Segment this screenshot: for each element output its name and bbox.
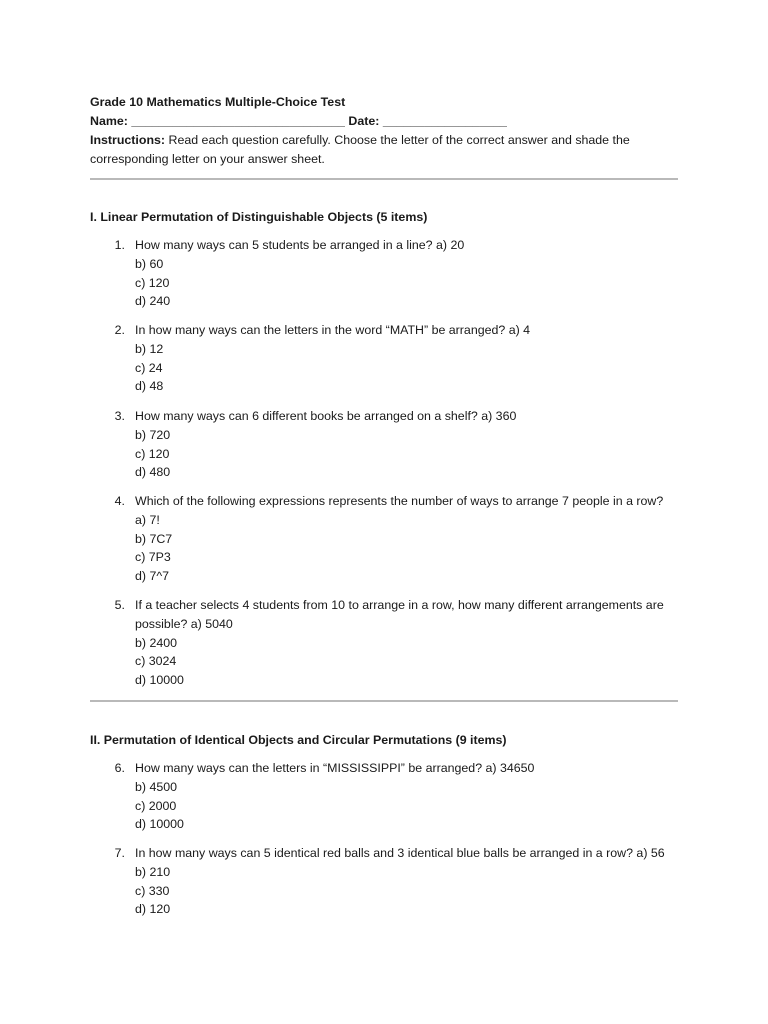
date-blank: __________________ (382, 114, 507, 128)
date-label: Date: (348, 114, 380, 128)
test-header (90, 93, 680, 169)
answer-option-c: c) 120 (135, 446, 170, 461)
answer-option-b: b) 4500 (135, 779, 178, 794)
question-number: 6. (114, 761, 125, 775)
answer-option-c: c) 3024 (135, 654, 177, 669)
answer-option-b: b) 2400 (135, 635, 178, 650)
divider (90, 178, 678, 180)
answer-option-b: b) 60 (135, 256, 164, 271)
question-number: 7. (114, 846, 125, 860)
question-6 (90, 759, 680, 834)
answer-option-b: b) 210 (135, 864, 171, 879)
question-text: How many ways can 6 different books be arranged on a shelf? a) 360 (135, 409, 517, 423)
instructions-label: Instructions: (90, 133, 166, 147)
answer-option-b: b) 12 (135, 341, 164, 356)
answer-option-d: d) 120 (135, 902, 171, 917)
answer-option-d: d) 480 (135, 465, 171, 480)
question-1 (90, 236, 680, 311)
question-4 (90, 492, 680, 586)
question-number: 1. (114, 238, 125, 252)
answer-option-b: b) 720 (135, 427, 171, 442)
instructions (90, 131, 680, 169)
answer-option-a: a) 7! (135, 512, 160, 527)
question-text: If a teacher selects 4 students from 10 to arrange in a row, how many different arrangements are possible? a) 5040 (135, 598, 664, 631)
answer-option-c: c) 120 (135, 275, 170, 290)
section-1-title: I. Linear Permutation of Distinguishable Objects (5 items) (90, 210, 428, 224)
question-text: In how many ways can 5 identical red balls and 3 identical blue balls be arranged in a row? a) 56 (135, 846, 665, 860)
answer-option-c: c) 330 (135, 883, 170, 898)
question-text: Which of the following expressions represents the number of ways to arrange 7 people in a row? (135, 494, 664, 508)
question-number: 5. (114, 598, 125, 612)
name-date-line (90, 112, 680, 131)
answer-option-c: c) 24 (135, 360, 163, 375)
question-number: 4. (114, 494, 125, 508)
question-2 (90, 321, 680, 396)
answer-option-d: d) 7^7 (135, 569, 170, 584)
answer-option-c: c) 2000 (135, 798, 177, 813)
divider (90, 700, 678, 702)
section-2-title: II. Permutation of Identical Objects and Circular Permutations (9 items) (90, 733, 507, 747)
test-title: Grade 10 Mathematics Multiple-Choice Test (90, 95, 346, 109)
answer-option-b: b) 7C7 (135, 531, 173, 546)
question-5 (90, 596, 680, 690)
name-label: Name: (90, 114, 128, 128)
answer-option-d: d) 48 (135, 379, 164, 394)
question-text: How many ways can 5 students be arranged in a line? a) 20 (135, 238, 465, 252)
question-text: In how many ways can the letters in the word “MATH” be arranged? a) 4 (135, 323, 531, 337)
question-number: 3. (114, 409, 125, 423)
question-7 (90, 844, 680, 919)
answer-option-c: c) 7P3 (135, 550, 171, 565)
answer-option-d: d) 10000 (135, 673, 184, 688)
answer-option-d: d) 10000 (135, 817, 184, 832)
name-blank: _______________________________ (131, 114, 345, 128)
question-3 (90, 407, 680, 482)
question-text: How many ways can the letters in “MISSISSIPPI” be arranged? a) 34650 (135, 761, 535, 775)
answer-option-d: d) 240 (135, 294, 171, 309)
instructions-text: Read each question carefully. Choose the letter of the correct answer and shade the corresponding letter on your answer sheet. (90, 133, 630, 166)
question-number: 2. (114, 323, 125, 337)
